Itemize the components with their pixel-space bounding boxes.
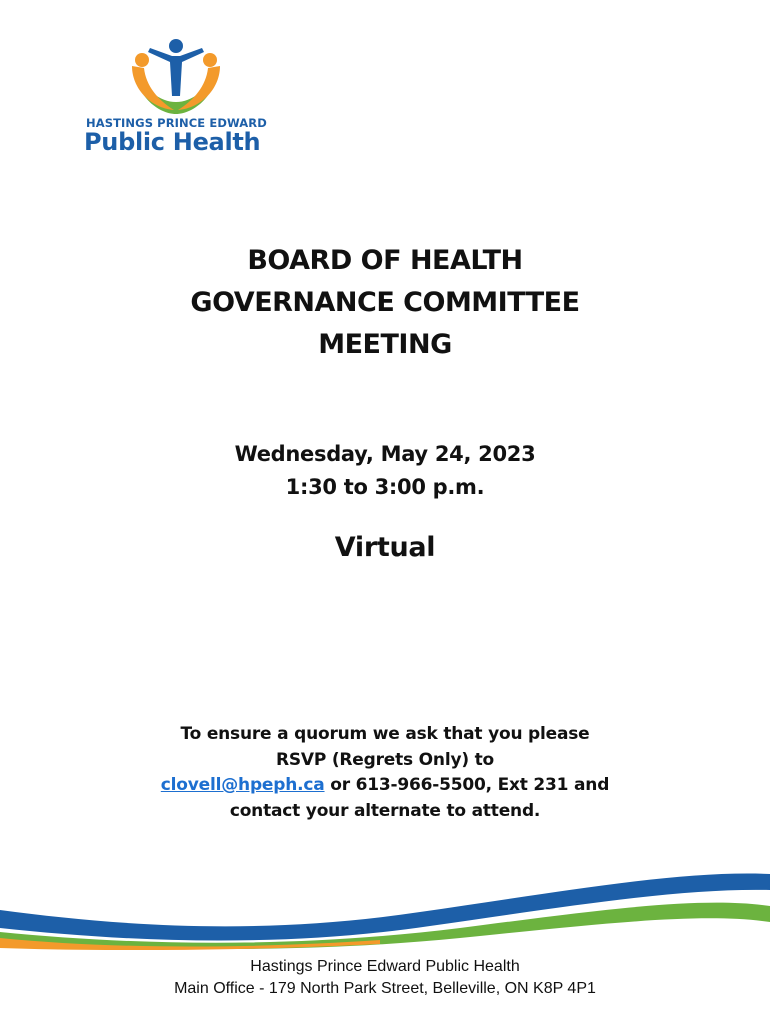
title-line-1: BOARD OF HEALTH [247,245,523,276]
logo-org-line2: Public Health [84,128,261,156]
title-line-2: GOVERNANCE COMMITTEE [190,287,580,318]
meeting-location: Virtual [334,532,436,563]
rsvp-phone-text: or 613-966-5500, Ext 231 and [324,775,610,795]
decorative-wave [0,866,770,950]
title-line-3: MEETING [318,329,452,360]
people-logo-icon [128,38,224,114]
footer-address [0,956,770,1000]
rsvp-notice [0,722,770,824]
rsvp-line-4: contact your alternate to attend. [229,800,541,821]
rsvp-line-2: RSVP (Regrets Only) to [275,749,495,770]
organization-logo [80,38,280,158]
meeting-title [0,240,770,366]
meeting-date: Wednesday, May 24, 2023 [234,442,536,466]
footer-org-name: Hastings Prince Edward Public Health [250,958,520,975]
meeting-time: 1:30 to 3:00 p.m. [285,475,485,499]
logo-org-line1: HASTINGS PRINCE EDWARD [86,116,267,130]
rsvp-line-1: To ensure a quorum we ask that you please [180,724,590,744]
footer-address-line: Main Office - 179 North Park Street, Belleville, ON K8P 4P1 [174,980,596,997]
meeting-datetime [0,438,770,504]
rsvp-email-link[interactable]: clovell@hpeph.ca [160,775,325,795]
rsvp-line-3 [0,773,770,799]
